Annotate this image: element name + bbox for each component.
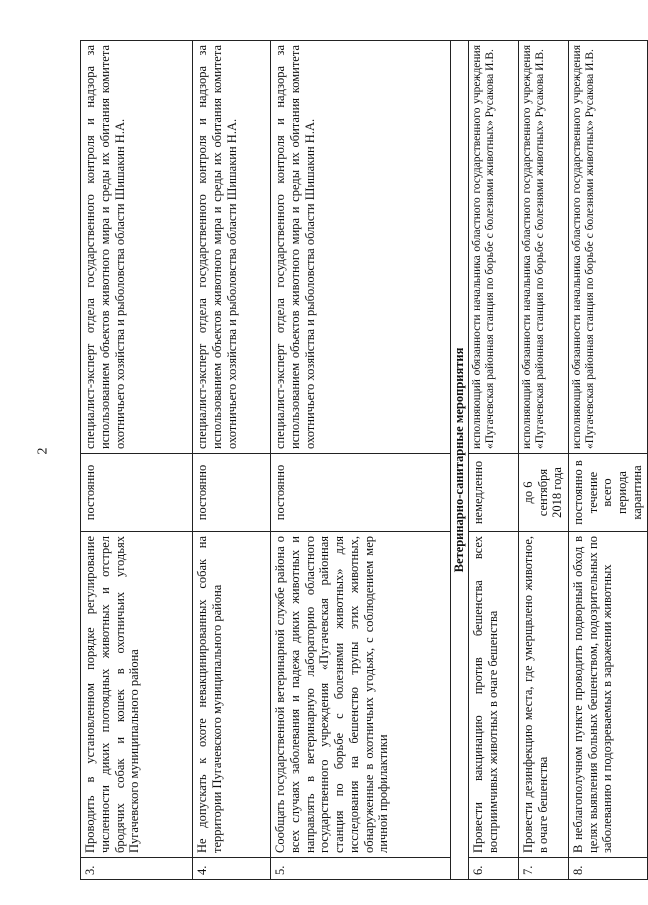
section-header-row <box>451 41 469 880</box>
row-number: 6. <box>468 858 518 880</box>
table-row <box>518 41 568 880</box>
measures-table-page <box>80 40 644 880</box>
table-row <box>568 41 647 880</box>
section-title: Ветеринарно-санитарные мероприятия <box>451 41 469 880</box>
table-row <box>271 41 451 880</box>
responsible-text: исполняющий обязанности начальника областного государственного учреждения «Пугачевская районная станция по борьбе с болезнями животных» Русакова И.В. <box>468 41 518 454</box>
responsible-text: исполняющий обязанности начальника областного государственного учреждения «Пугачевская районная станция по борьбе с болезнями животных» Русакова И.В. <box>568 41 647 454</box>
measures-table <box>80 40 648 880</box>
row-number: 5. <box>271 858 451 880</box>
measure-text: Провести дезинфекцию места, где умерщвлено животное, в очаге бешенства <box>518 532 568 858</box>
term-text: постоянно в течение всего периода карантина <box>568 454 647 532</box>
term-text: немедленно <box>468 454 518 532</box>
table-row <box>193 41 271 880</box>
row-number: 3. <box>81 858 193 880</box>
responsible-text: специалист-эксперт отдела государственного контроля и надзора за использованием объектов животного мира и среды их обитания комитета охотничьего хозяйства и рыболовства области Шишакин Н.А. <box>81 41 193 454</box>
measure-text: Сообщать государственной ветеринарной службе района о всех случаях заболевания и падежа диких животных и направлять в ветеринарную лабораторию областного государственного учреждения «Пугачевская районная станция по борьбе с болезнями животных» для исследования на бешенство трупы этих животных, обнаруженные в охотничьих угодьях, с соблюдением мер личной профилактики <box>271 532 451 858</box>
term-text: до 6 сентября 2018 года <box>518 454 568 532</box>
table-row <box>81 41 193 880</box>
term-text: постоянно <box>193 454 271 532</box>
row-number: 8. <box>568 858 647 880</box>
row-number: 7. <box>518 858 568 880</box>
measure-text: Провести вакцинацию против бешенства всех восприимчивых животных в очаге бешенства <box>468 532 518 858</box>
measure-text: Не допускать к охоте невакцинированных собак на территории Пугачевского муниципального района <box>193 532 271 858</box>
measure-text: В неблагополучном пункте проводить подворный обход в целях выявления больных бешенством, подозрительных по заболеванию и подозреваемых в заражении животных <box>568 532 647 858</box>
term-text: постоянно <box>271 454 451 532</box>
responsible-text: специалист-эксперт отдела государственного контроля и надзора за использованием объектов животного мира и среды их обитания комитета охотничьего хозяйства и рыболовства области Шишакин Н.А. <box>271 41 451 454</box>
row-number: 4. <box>193 858 271 880</box>
responsible-text: специалист-эксперт отдела государственного контроля и надзора за использованием объектов животного мира и среды их обитания комитета охотничьего хозяйства и рыболовства области Шишакин Н.А. <box>193 41 271 454</box>
table-row <box>468 41 518 880</box>
page-number: 2 <box>35 447 51 455</box>
responsible-text: исполняющий обязанности начальника областного государственного учреждения «Пугачевская районная станция по борьбе с болезнями животных» Русакова И.В. <box>518 41 568 454</box>
measure-text: Проводить в установленном порядке регулирование численности диких плотоядных животных и отстрел бродячих собак и кошек в охотничьих угодьях Пугачевского муниципального района <box>81 532 193 858</box>
term-text: постоянно <box>81 454 193 532</box>
